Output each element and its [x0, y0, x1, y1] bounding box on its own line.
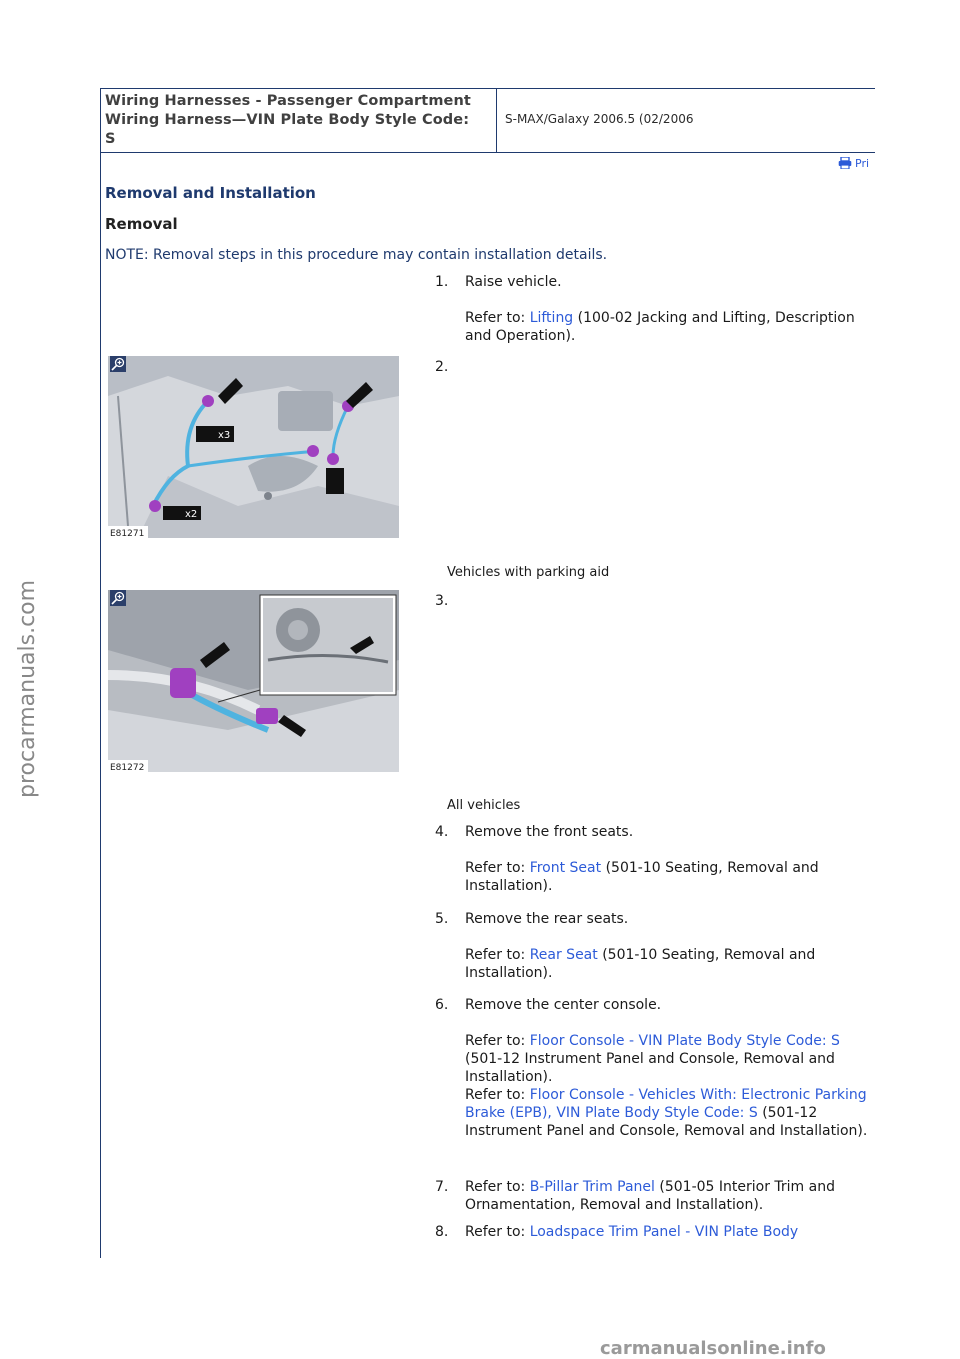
step-reference: Refer to: Floor Console - VIN Plate Body Style Code: S (501-12 Instrument Panel and Console, Removal and Installation).: [465, 1033, 840, 1085]
step-number: 6.: [435, 997, 449, 1013]
step-reference: Refer to: Rear Seat (501-10 Seating, Removal and Installation).: [465, 947, 816, 981]
link-rear-seat[interactable]: Rear Seat: [529, 947, 598, 963]
print-button[interactable]: [838, 157, 869, 170]
step-text: Remove the front seats.: [465, 824, 634, 840]
page-title: [105, 92, 493, 149]
left-margin-rule: [100, 88, 101, 1258]
step-number: 8.: [435, 1224, 449, 1240]
step-number: 1.: [435, 274, 449, 290]
subsection-title: Removal: [105, 215, 178, 233]
figure-id-e81271: E81271: [110, 529, 145, 538]
link-floor-console[interactable]: Floor Console - VIN Plate Body Style Code: S: [529, 1033, 840, 1049]
parking-aid-connector-illustration: [108, 590, 399, 772]
step-number: 7.: [435, 1179, 449, 1195]
link-floor-console-epb[interactable]: Floor Console - Vehicles With: Electronic Parking Brake (EPB), VIN Plate Body Style Code: S: [465, 1087, 867, 1121]
header-divider: [496, 88, 497, 152]
printer-icon: [838, 157, 852, 169]
figure-id-e81272: E81272: [110, 763, 145, 772]
figure-e81271[interactable]: [108, 356, 399, 538]
section-title: Removal and Installation: [105, 184, 316, 202]
step-reference: Refer to: Lifting (100-02 Jacking and Lifting, Description and Operation).: [465, 310, 855, 344]
underbody-harness-illustration: [108, 356, 399, 538]
figure-e81272[interactable]: [108, 590, 399, 772]
zoom-icon[interactable]: [110, 590, 126, 606]
callout-x2: x2: [185, 509, 198, 520]
header-top-rule: [100, 88, 875, 89]
step-text: Remove the center console.: [465, 997, 662, 1013]
footer-watermark: carmanualsonline.info: [600, 1338, 826, 1359]
link-front-seat[interactable]: Front Seat: [529, 860, 602, 876]
link-loadspace-trim-panel[interactable]: Loadspace Trim Panel - VIN Plate Body: [529, 1224, 799, 1240]
header-bottom-rule: [100, 152, 875, 153]
step-number: 4.: [435, 824, 449, 840]
step-reference: Refer to: Front Seat (501-10 Seating, Removal and Installation).: [465, 860, 819, 894]
callout-x3: x3: [218, 430, 231, 441]
step-reference-2: Refer to: Floor Console - Vehicles With: Electronic Parking Brake (EPB), VIN Plate Body Style Code: S (501-12 Instrument Panel and Console, Removal and Installation).: [465, 1087, 868, 1139]
step-text: Remove the rear seats.: [465, 911, 629, 927]
note-text: NOTE: Removal steps in this procedure may contain installation details.: [105, 247, 608, 263]
side-watermark: [8, 560, 42, 800]
step-number: 5.: [435, 911, 449, 927]
step-text: Raise vehicle.: [465, 274, 562, 290]
title-line-1: Wiring Harnesses - Passenger Compartment: [105, 93, 471, 109]
watermark-text: procarmanuals.com: [15, 579, 40, 798]
link-lifting[interactable]: Lifting: [529, 310, 574, 326]
condition-parking-aid: Vehicles with parking aid: [447, 565, 610, 580]
condition-all-vehicles: All vehicles: [447, 798, 521, 813]
step-number: 2.: [435, 359, 449, 375]
title-line-3: S: [105, 131, 116, 147]
step-number: 3.: [435, 593, 449, 609]
print-label: Pri: [855, 157, 870, 170]
title-line-2: Wiring Harness—VIN Plate Body Style Code:: [105, 112, 470, 128]
model-label: S-MAX/Galaxy 2006.5 (02/2006: [505, 112, 694, 126]
link-b-pillar-trim-panel[interactable]: B-Pillar Trim Panel: [529, 1179, 655, 1195]
zoom-icon[interactable]: [110, 356, 126, 372]
